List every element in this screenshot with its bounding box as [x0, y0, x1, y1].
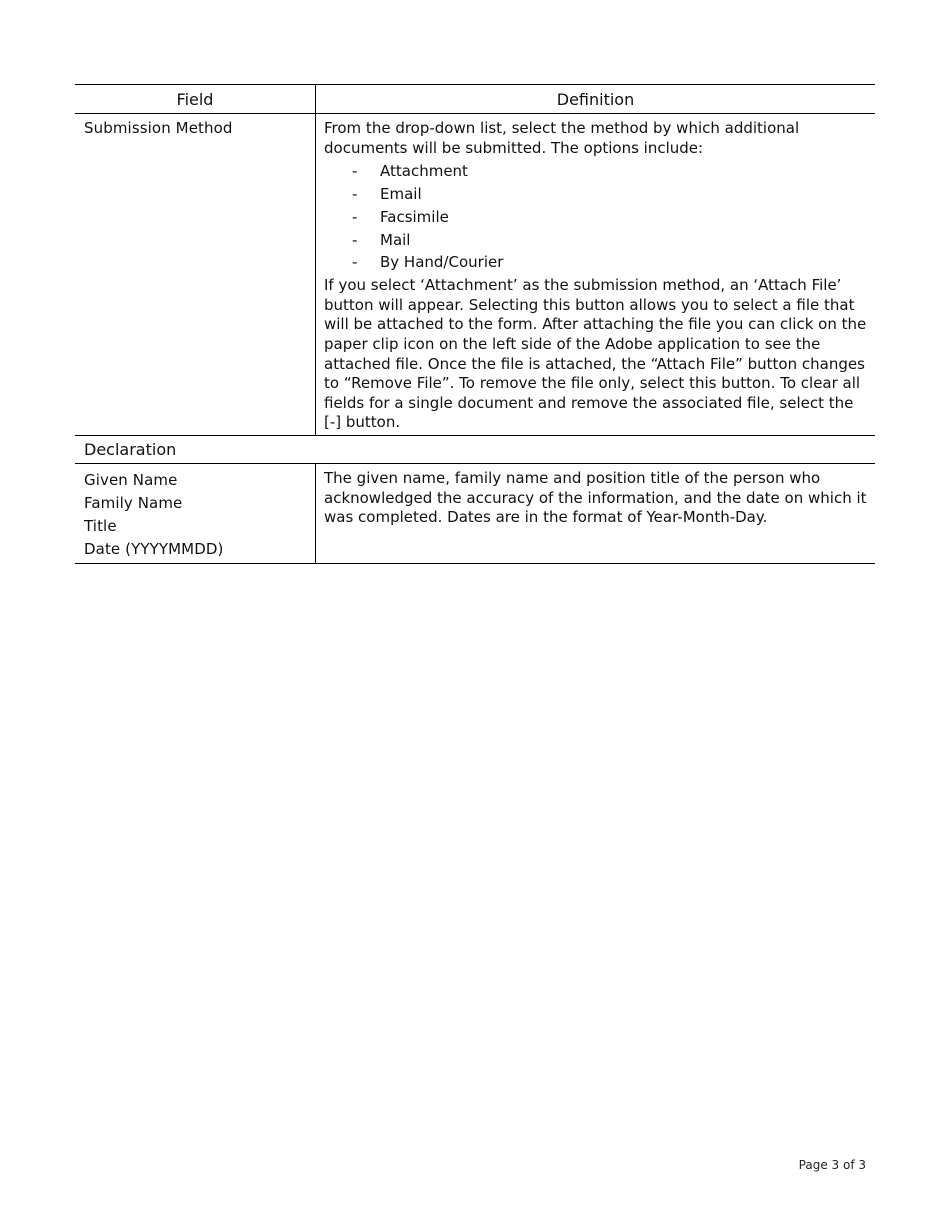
declaration-fields — [75, 463, 316, 563]
submission-method-definition — [316, 114, 876, 436]
title-field: Title — [84, 516, 117, 535]
list-dash: - — [352, 253, 358, 272]
declaration-definition: The given name, family name and position title of the person who acknowledged the accuracy of the information, and the date on which it was completed. Dates are in the format of Year-Month-Day. — [316, 463, 876, 563]
option-label: Attachment — [380, 162, 468, 181]
family-name-field: Family Name — [84, 493, 183, 512]
option-item — [324, 229, 867, 252]
option-item — [324, 251, 867, 274]
table-row-declaration — [75, 463, 875, 563]
list-dash: - — [352, 207, 358, 226]
option-label: Facsimile — [380, 207, 449, 226]
definitions-table — [75, 84, 875, 564]
option-item — [324, 206, 867, 229]
definition-column-header: Definition — [316, 85, 876, 114]
list-dash: - — [352, 184, 358, 203]
option-item — [324, 160, 867, 183]
table-section-row — [75, 435, 875, 463]
list-dash: - — [352, 230, 358, 249]
option-label: Email — [380, 184, 422, 203]
submission-method-intro: From the drop-down list, select the method by which additional documents will be submitted. The options include: — [324, 119, 800, 157]
given-name-field: Given Name — [84, 470, 178, 489]
option-item — [324, 183, 867, 206]
option-label: By Hand/Courier — [380, 253, 504, 272]
page-number: Page 3 of 3 — [798, 1158, 866, 1172]
submission-method-details: If you select ‘Attachment’ as the submission method, an ‘Attach File’ button will appear. Selecting this button allows you to select a file that will be attached to the form. After attaching the file you can click on the paper clip icon on the left side of the Adobe application to see the attached file. Once the file is attached, the “Attach File” button changes to “Remove File”. To remove the file only, select this button. To clear all fields for a single document and remove the associated file, select the [-] button. — [324, 276, 867, 432]
table-row-submission-method — [75, 114, 875, 436]
date-field: Date (YYYYMMDD) — [84, 539, 224, 558]
option-label: Mail — [380, 230, 411, 249]
submission-options-list — [324, 160, 867, 274]
submission-method-field: Submission Method — [75, 114, 316, 436]
declaration-section-heading: Declaration — [75, 435, 875, 463]
list-dash: - — [352, 162, 358, 181]
table-header-row — [75, 85, 875, 114]
field-column-header: Field — [75, 85, 316, 114]
